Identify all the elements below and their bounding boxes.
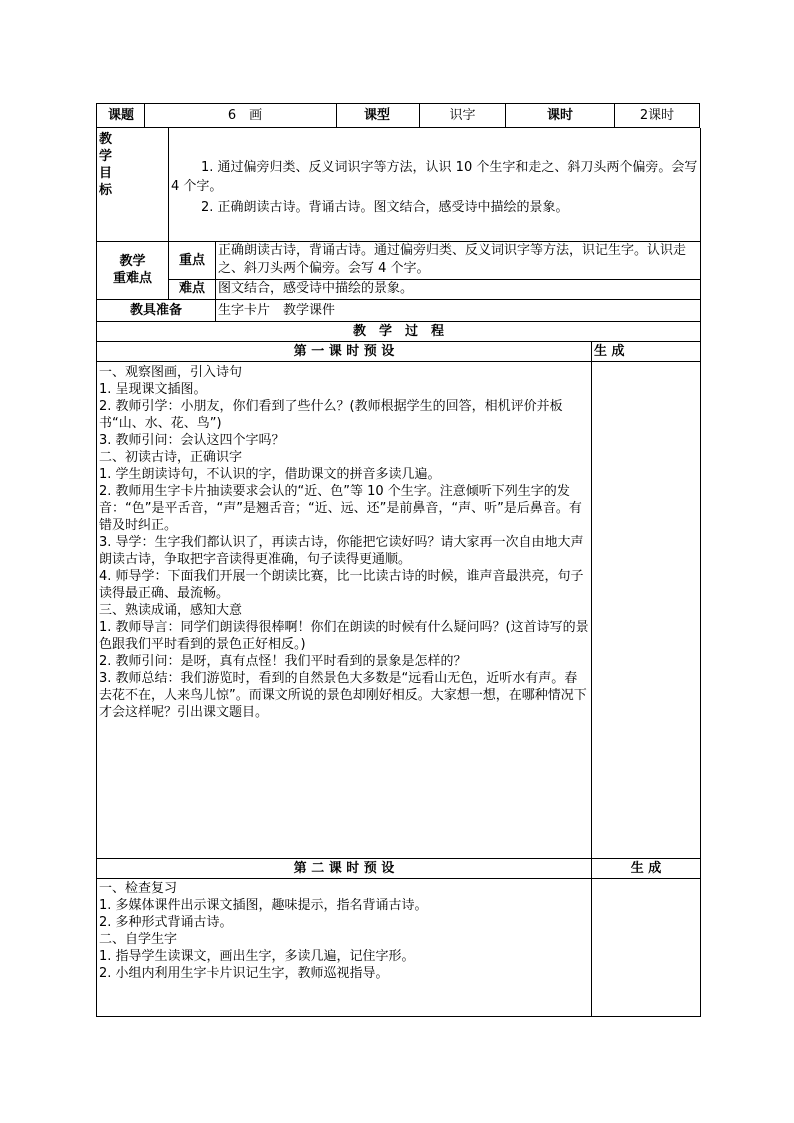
lesson1-line: 一、观察图画，引入诗句 bbox=[99, 364, 243, 380]
lesson2-content bbox=[97, 878, 592, 1016]
hours-value: 2课时 bbox=[639, 108, 675, 123]
hours-label: 课时 bbox=[546, 108, 573, 123]
difficult-text: 图文结合，感受诗中描绘的景象。 bbox=[216, 279, 701, 299]
lesson2-line: 二、自学生字 bbox=[99, 931, 178, 947]
objectives-label bbox=[97, 128, 169, 241]
topic-value: 6 画 bbox=[227, 108, 263, 123]
lesson1-line: 1. 学生朗读诗句，不认识的字，借助课文的拼音多读几遍。 bbox=[99, 466, 441, 482]
lesson1-line: 三、熟读成诵，感知大意 bbox=[99, 602, 243, 618]
lesson2-line: 2. 小组内利用生字卡片识记生字，教师巡视指导。 bbox=[99, 965, 389, 981]
topic-label: 课题 bbox=[107, 108, 134, 123]
lesson1-line: 4. 师导学：下面我们开展一个朗读比赛，比一比读古诗的时候，谁声音最洪亮，句子读得最正确、最流畅。 bbox=[99, 568, 584, 601]
lesson2-title: 第 二 课 时 预 设 bbox=[97, 858, 592, 878]
header-row bbox=[96, 103, 700, 128]
type-value: 识字 bbox=[449, 108, 476, 123]
lesson1-line: 2. 教师引学：小朋友，你们看到了些什么？(教师根据学生的回答，相机评价并板书“山、水、花、鸟”) bbox=[99, 398, 563, 431]
process-title: 教 学 过 程 bbox=[97, 321, 701, 341]
objective-item: 2. 正确朗读古诗。背诵古诗。图文结合，感受诗中描绘的景象。 bbox=[201, 200, 569, 215]
lesson-table bbox=[96, 128, 701, 1017]
lesson1-gen-cell bbox=[592, 361, 701, 858]
objectives-content bbox=[169, 128, 701, 241]
lesson2-line: 一、检查复习 bbox=[99, 880, 178, 896]
lesson1-gen-label: 生 成 bbox=[592, 341, 701, 361]
lesson1-line: 2. 教师用生字卡片抽读要求会认的“近、色”等 10 个生字。注意倾听下列生字的发音：“色”是平舌音，“声”是翘舌音；“近、远、还”是前鼻音，“声、听”是后鼻音。有错及时纠正。 bbox=[99, 483, 582, 533]
lesson1-line: 3. 教师总结：我们游览时，看到的自然景色大多数是“远看山无色，近听水有声。春去花不在，人来鸟儿惊”。而课文所说的景色却刚好相反。大家想一想，在哪种情况下才会这样呢？引出课文题目。 bbox=[99, 670, 587, 720]
objective-item: 1. 通过偏旁归类、反义词识字等方法，认识 10 个生字和走之、斜刀头两个偏旁。会写 4 个字。 bbox=[171, 160, 698, 194]
key-text: 正确朗读古诗，背诵古诗。通过偏旁归类、反义词识字等方法，识记生字。认识走之、斜刀头两个偏旁。会写 4 个字。 bbox=[216, 241, 701, 279]
lesson2-gen-label: 生 成 bbox=[592, 858, 701, 878]
lesson-plan-page bbox=[96, 103, 700, 1017]
lesson1-line: 1. 教师导言：同学们朗读得很棒啊！你们在朗读的时候有什么疑问吗？(这首诗写的景色跟我们平时看到的景色正好相反。) bbox=[99, 619, 589, 652]
lesson2-line: 1. 多媒体课件出示课文插图，趣味提示，指名背诵古诗。 bbox=[99, 897, 428, 913]
lesson1-title: 第 一 课 时 预 设 bbox=[97, 341, 592, 361]
lesson2-line: 2. 多种形式背诵古诗。 bbox=[99, 914, 233, 930]
keypoints-label-line: 教学 bbox=[119, 254, 146, 269]
keypoints-label-line: 重难点 bbox=[112, 271, 152, 286]
objectives-char: 目 bbox=[99, 166, 113, 181]
lesson1-content bbox=[97, 361, 592, 858]
lesson1-line: 2. 教师引问：是呀，真有点怪！我们平时看到的景象是怎样的？ bbox=[99, 653, 467, 669]
difficult-label: 难点 bbox=[169, 279, 216, 299]
tools-value: 生字卡片 教学课件 bbox=[216, 299, 701, 321]
type-label: 课型 bbox=[363, 108, 390, 123]
objectives-char: 标 bbox=[99, 183, 113, 198]
objectives-char: 学 bbox=[99, 149, 113, 164]
lesson1-line: 3. 导学：生字我们都认识了，再读古诗，你能把它读好吗？请大家再一次自由地大声朗读古诗，争取把字音读得更准确，句子读得更通顺。 bbox=[99, 534, 584, 567]
lesson2-line: 1. 指导学生读课文，画出生字，多读几遍，记住字形。 bbox=[99, 948, 415, 964]
tools-label: 教具准备 bbox=[97, 299, 216, 321]
keypoints-label bbox=[97, 241, 169, 299]
lesson1-line: 1. 呈现课文插图。 bbox=[99, 381, 207, 397]
key-label: 重点 bbox=[169, 241, 216, 279]
lesson2-gen-cell bbox=[592, 878, 701, 1016]
objectives-char: 教 bbox=[99, 132, 113, 147]
lesson1-line: 二、初读古诗，正确识字 bbox=[99, 449, 243, 465]
lesson1-line: 3. 教师引问：会认这四个字吗？ bbox=[99, 432, 285, 448]
